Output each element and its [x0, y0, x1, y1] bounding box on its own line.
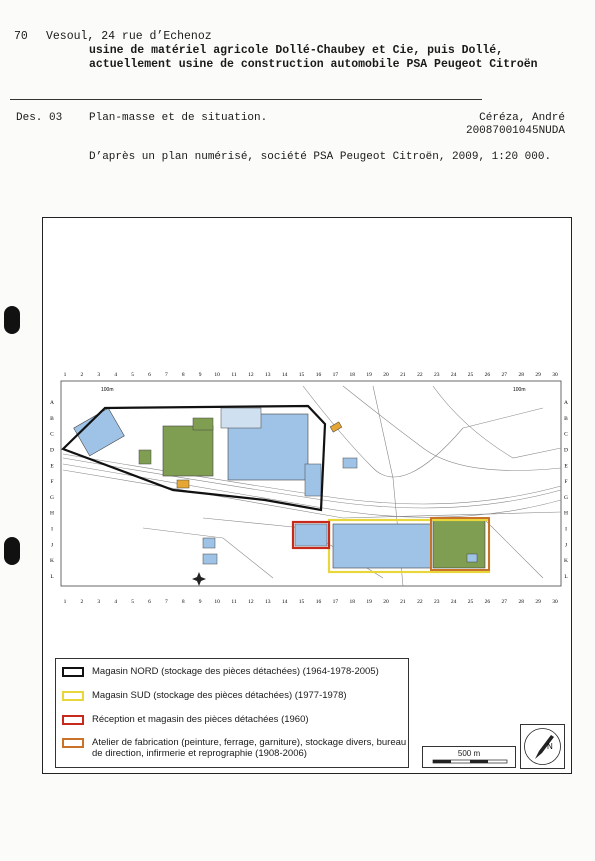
legend-label: Atelier de fabrication (peinture, ferrage, garniture), stockage divers, bureau de direction, infirmerie et reprographie (1908-2006) [92, 737, 407, 759]
grid-row-label: C [50, 431, 54, 438]
grid-column-label: 24 [450, 372, 457, 378]
compass-star [192, 572, 206, 586]
legend-swatch [62, 667, 84, 677]
grid-column-label: 10 [214, 372, 220, 378]
grid-column-label: 4 [114, 599, 118, 605]
grid-column-label: 3 [97, 372, 101, 378]
legend-swatch [62, 738, 84, 748]
grid-column-label: 19 [366, 599, 372, 605]
grid-row-label: J [50, 542, 54, 549]
north-label: N [547, 742, 553, 751]
grid-column-label: 5 [131, 599, 134, 605]
page-number: 70 [14, 30, 28, 43]
grid-row-label: G [50, 494, 54, 501]
grid-column-label: 11 [231, 372, 237, 378]
grid-column-label: 22 [417, 599, 423, 605]
grid-column-label: 24 [450, 599, 457, 605]
legend-label: Réception et magasin des pièces détachées (1960) [92, 714, 309, 725]
grid-column-label: 17 [332, 599, 339, 605]
legend [55, 658, 409, 768]
legend-item-sud [62, 690, 347, 701]
grid-column-label: 30 [552, 599, 558, 605]
scale-graphic [423, 747, 517, 769]
grid-row-label: D [564, 447, 568, 454]
green-small-2 [139, 450, 151, 464]
grid-column-label: 19 [366, 372, 372, 378]
drawing-number: Des. 03 [16, 112, 63, 124]
grid-row-label: L [50, 574, 54, 580]
grid-column-label: 23 [433, 599, 440, 605]
grid-column-label: 2 [80, 372, 84, 378]
plan-title: Plan-masse et de situation. [89, 112, 268, 124]
punch-hole-bottom [4, 537, 20, 565]
legend-label: Magasin NORD (stockage des pièces détachées) (1964-1978-2005) [92, 666, 379, 677]
grid-row-label: H [50, 510, 54, 517]
grid-row-label: K [50, 558, 54, 565]
grid-column-label: 27 [501, 372, 508, 378]
building-east-1 [343, 458, 357, 468]
legend-item-nord [62, 666, 379, 677]
grid-row-label: F [50, 479, 54, 486]
grid-column-label: 27 [501, 599, 508, 605]
grid-row-label: B [564, 415, 568, 422]
grid-row-label: A [50, 400, 54, 406]
grid-column-label: 25 [467, 599, 474, 605]
grid-column-label: 12 [248, 599, 254, 605]
header-divider [10, 99, 482, 100]
grid-row-label: E [564, 463, 568, 470]
grid-row-label: C [564, 431, 568, 438]
grid-column-label: 11 [231, 599, 237, 605]
grid-column-label: 8 [181, 372, 185, 378]
grid-column-label: 8 [181, 599, 185, 605]
scale-bar [422, 746, 516, 768]
scale-label: 500 m [457, 749, 481, 758]
road-north-east [303, 386, 543, 477]
grid-column-label: 15 [298, 599, 305, 605]
grid-column-label: 1 [63, 372, 67, 378]
grid-column-label: 2 [80, 599, 84, 605]
reference-number: 20087001045NUDA [465, 125, 565, 137]
legend-swatch [62, 691, 84, 701]
legend-swatch [62, 715, 84, 725]
grid-column-label: 13 [265, 599, 271, 605]
north-arrow [520, 724, 565, 769]
green-small [193, 418, 213, 430]
road-south-east [483, 518, 543, 578]
building-south-2 [203, 554, 217, 564]
grid-column-label: 26 [484, 372, 491, 378]
road-south-west [143, 528, 273, 578]
legend-label: Magasin SUD (stockage des pièces détachées) (1977-1978) [92, 690, 347, 701]
road-north-east-2 [433, 386, 561, 458]
grid-column-label: 15 [298, 372, 305, 378]
grid-column-label: 21 [400, 372, 406, 378]
building-orange [177, 480, 189, 488]
grid-column-label: 20 [383, 372, 389, 378]
grid-column-label: 28 [518, 599, 524, 605]
grid-column-label: 23 [433, 372, 440, 378]
grid-column-label: 18 [349, 372, 355, 378]
grid-column-label: 3 [97, 599, 101, 605]
grid-row-label: L [564, 574, 568, 580]
grid-column-label: 29 [535, 372, 541, 378]
grid-column-label: 14 [281, 599, 288, 605]
building-title: usine de matériel agricole Dollé-Chaubey et Cie, puis Dollé, actuellement usine de construction automobile PSA Peugeot Citroën [89, 44, 538, 71]
grid-column-label: 10 [214, 599, 220, 605]
grid-column-label: 28 [518, 372, 524, 378]
green-area-north [163, 426, 213, 476]
scale-small-right: 100m [513, 387, 526, 393]
grid-column-label: 7 [165, 372, 168, 378]
legend-item-reception [62, 714, 309, 725]
grid-column-label: 21 [400, 599, 406, 605]
grid-column-label: 12 [248, 372, 254, 378]
grid-column-label: 4 [114, 372, 118, 378]
grid-row-label: G [564, 494, 568, 501]
grid-column-label: 9 [198, 599, 202, 605]
grid-column-label: 20 [383, 599, 389, 605]
legend-item-atelier [62, 737, 407, 759]
grid-column-label: 22 [417, 372, 423, 378]
grid-column-label: 30 [552, 372, 558, 378]
building-magasin-sud [333, 524, 431, 568]
grid-column-label: 14 [281, 372, 288, 378]
grid-row-label: I [565, 526, 567, 533]
grid-column-label: 18 [349, 599, 355, 605]
grid-column-label: 5 [131, 372, 134, 378]
north-arrow-icon [521, 725, 564, 768]
scale-small-left: 100m [101, 387, 114, 393]
grid-column-label: 17 [332, 372, 339, 378]
source-note: D’après un plan numérisé, société PSA Peugeot Citroën, 2009, 1:20 000. [89, 151, 552, 163]
grid-row-label: A [564, 400, 568, 406]
building-orange-2 [330, 422, 342, 432]
grid-column-label: 16 [315, 372, 322, 378]
punch-hole-top [4, 306, 20, 334]
building-north-east [305, 464, 321, 496]
building-reception [295, 524, 327, 546]
grid-row-label: F [564, 479, 568, 486]
grid-column-label: 13 [265, 372, 271, 378]
grid-row-label: I [51, 526, 53, 533]
building-north-annex [221, 408, 261, 428]
grid-column-label: 7 [165, 599, 168, 605]
grid-column-label: 16 [315, 599, 322, 605]
grid-row-label: D [50, 447, 54, 454]
grid-row-label: J [564, 542, 568, 549]
grid-column-label: 6 [148, 599, 151, 605]
grid-column-label: 6 [148, 372, 151, 378]
grid-row-label: K [564, 558, 568, 565]
author: Céréza, André [479, 112, 565, 124]
grid-column-label: 29 [535, 599, 541, 605]
grid-column-label: 9 [198, 372, 202, 378]
building-south-1 [203, 538, 215, 548]
grid-column-label: 26 [484, 599, 491, 605]
grid-row-label: B [50, 415, 54, 422]
grid-column-label: 25 [467, 372, 474, 378]
address: Vesoul, 24 rue d’Echenoz [46, 30, 212, 43]
building-south-3 [467, 554, 477, 562]
grid-column-label: 1 [63, 599, 67, 605]
grid-row-label: E [50, 463, 54, 470]
grid-row-label: H [564, 510, 568, 517]
